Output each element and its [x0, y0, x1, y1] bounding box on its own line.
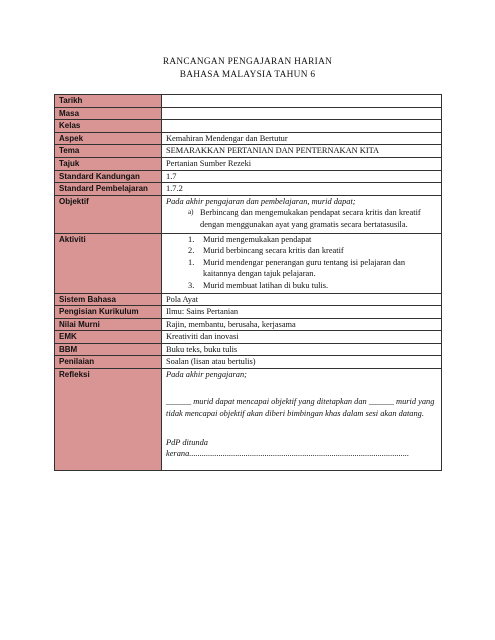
label-pengisian-kurikulum: Pengisian Kurikulum [55, 306, 162, 319]
refleksi-pdp: PdP ditunda [166, 437, 208, 447]
label-aspek: Aspek [55, 132, 162, 145]
aktiviti-text: Murid mendengar penerangan guru tentang isi pelajaran dan kaitannya dengan tajuk pelajaran. [203, 257, 406, 279]
row-bbm [55, 343, 442, 356]
value-standard-pembelajaran: 1.7.2 [162, 183, 442, 196]
label-standard-pembelajaran: Standard Pembelajaran [55, 183, 162, 196]
lesson-plan-table [54, 94, 442, 471]
list-item [166, 234, 437, 246]
objektif-intro: Pada akhir pengajaran dan pembelajaran, murid dapat; [166, 196, 356, 206]
objektif-text: Berbincang dan mengemukakan pendapat secara kritis dan kreatif dengan menggunakan ayat yang gramatis secara bertatasusila. [200, 208, 421, 229]
aktiviti-text: Murid membuat latihan di buku tulis. [203, 280, 329, 290]
value-tema: SEMARAKKAN PERTANIAN DAN PENTERNAKAN KITA [162, 145, 442, 158]
label-objektif: Objektif [55, 195, 162, 233]
label-bbm: BBM [55, 343, 162, 356]
label-nilai-murni: Nilai Murni [55, 318, 162, 331]
label-emk: EMK [55, 331, 162, 344]
value-emk: Kreativiti dan inovasi [162, 331, 442, 344]
row-refleksi [55, 369, 442, 471]
aktiviti-text: Murid mengemukakan pendapat [203, 234, 312, 244]
value-aspek: Kemahiran Mendengar dan Bertutur [162, 132, 442, 145]
value-masa [162, 107, 442, 120]
list-number: 2. [188, 246, 195, 256]
value-objektif [162, 195, 442, 233]
row-kelas [55, 120, 442, 133]
row-sistem-bahasa [55, 293, 442, 306]
value-tajuk: Pertanian Sumber Rezeki [162, 157, 442, 170]
value-tarikh [162, 95, 442, 108]
label-masa: Masa [55, 107, 162, 120]
value-nilai-murni: Rajin, membantu, berusaha, kerjasama [162, 318, 442, 331]
row-emk [55, 331, 442, 344]
list-number: 1. [188, 234, 195, 244]
value-standard-kandungan: 1.7 [162, 170, 442, 183]
value-aktiviti [162, 233, 442, 293]
row-penilaian [55, 356, 442, 369]
row-nilai-murni [55, 318, 442, 331]
list-marker: a) [188, 208, 194, 217]
label-refleksi: Refleksi [55, 369, 162, 471]
document-title: RANCANGAN PENGAJARAN HARIAN [162, 57, 333, 67]
row-standard-pembelajaran [55, 183, 442, 196]
aktiviti-text: Murid berbincang secara kritis dan kreatif [203, 246, 344, 256]
value-pengisian-kurikulum: Ilmu: Sains Pertanian [162, 306, 442, 319]
label-tajuk: Tajuk [55, 157, 162, 170]
label-tema: Tema [55, 145, 162, 158]
value-penilaian: Soalan (lisan atau bertulis) [162, 356, 442, 369]
label-aktiviti: Aktiviti [55, 233, 162, 293]
row-tajuk [55, 157, 442, 170]
label-standard-kandungan: Standard Kandungan [55, 170, 162, 183]
value-sistem-bahasa: Pola Ayat [162, 293, 442, 306]
document-subtitle: BAHASA MALAYSIA TAHUN 6 [179, 70, 316, 80]
row-aspek [55, 132, 442, 145]
label-kelas: Kelas [55, 120, 162, 133]
aktiviti-list [166, 234, 437, 293]
list-item [166, 280, 437, 293]
list-number: 1. [188, 257, 195, 267]
row-objektif [55, 195, 442, 233]
value-kelas [162, 120, 442, 133]
row-masa [55, 107, 442, 120]
refleksi-body: ______ murid dapat mencapai objektif yang ditetapkan dan ______ murid yang tidak mencapai objektif akan diberi bimbingan khas dalam sesi akan datang. [166, 396, 435, 419]
value-refleksi [162, 369, 442, 471]
row-tarikh [55, 95, 442, 108]
objektif-list [166, 207, 437, 232]
row-pengisian-kurikulum [55, 306, 442, 319]
row-aktiviti [55, 233, 442, 293]
list-number: 3. [188, 280, 195, 290]
refleksi-intro: Pada akhir pengajaran; [166, 370, 247, 380]
row-tema [55, 145, 442, 158]
label-tarikh: Tarikh [55, 95, 162, 108]
label-sistem-bahasa: Sistem Bahasa [55, 293, 162, 306]
row-standard-kandungan [55, 170, 442, 183]
list-item [188, 207, 437, 232]
list-item [166, 245, 437, 257]
value-bbm: Buku teks, buku tulis [162, 343, 442, 356]
label-penilaian: Penilaian [55, 356, 162, 369]
refleksi-kerana: kerana......................................................................................................... [166, 449, 410, 459]
list-item [166, 257, 437, 280]
